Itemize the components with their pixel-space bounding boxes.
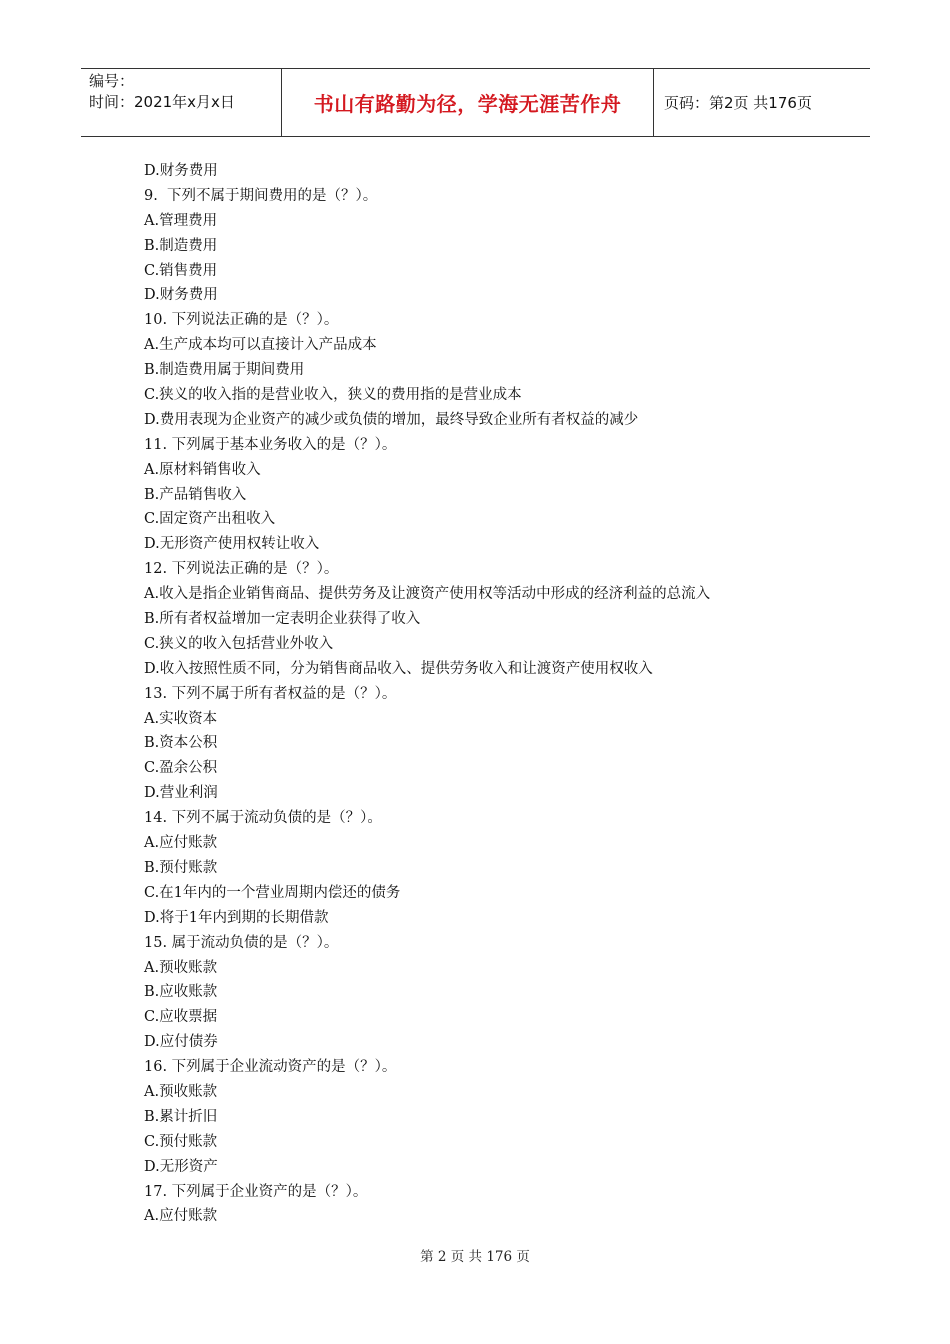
option-line: D.费用表现为企业资产的减少或负债的增加，最终导致企业所有者权益的减少 bbox=[144, 411, 639, 428]
option-line: B.预付账款 bbox=[144, 859, 218, 876]
question-line: 16. 下列属于企业流动资产的是（？）。 bbox=[144, 1059, 397, 1076]
option-line: B.所有者权益增加一定表明企业获得了收入 bbox=[144, 611, 421, 628]
option-line: C.狭义的收入指的是营业收入，狭义的费用指的是营业成本 bbox=[144, 387, 522, 404]
time-label: 时间：2021年x月x日 bbox=[89, 93, 235, 111]
option-line: C.应收票据 bbox=[144, 1009, 218, 1026]
option-line: D.无形资产 bbox=[144, 1158, 218, 1175]
option-line: C.盈余公积 bbox=[144, 760, 218, 777]
question-line: 14. 下列不属于流动负债的是（？）。 bbox=[144, 810, 382, 827]
motto-text: 书山有路勤为径，学海无涯苦作舟 bbox=[313, 92, 622, 116]
question-line: 12. 下列说法正确的是（？）。 bbox=[144, 561, 339, 578]
option-line: A.应付账款 bbox=[144, 835, 218, 852]
question-line: 11. 下列属于基本业务收入的是（？）。 bbox=[144, 436, 397, 453]
header-motto-cell bbox=[282, 69, 654, 136]
option-line: B.应收账款 bbox=[144, 984, 218, 1001]
option-line: A.生产成本均可以直接计入产品成本 bbox=[144, 337, 377, 354]
question-line: 15. 属于流动负债的是（？）。 bbox=[144, 934, 339, 951]
question-line: 10. 下列说法正确的是（？）。 bbox=[144, 312, 339, 329]
option-line: D.将于1年内到期的长期借款 bbox=[144, 909, 329, 926]
option-line: B.产品销售收入 bbox=[144, 486, 247, 503]
option-line: D.应付债券 bbox=[144, 1034, 218, 1051]
option-line: D.营业利润 bbox=[144, 785, 218, 802]
header-page-cell bbox=[654, 69, 870, 136]
option-line: A.收入是指企业销售商品、提供劳务及让渡资产使用权等活动中形成的经济利益的总流入 bbox=[144, 586, 711, 603]
option-line: A.预收账款 bbox=[144, 1083, 218, 1100]
option-line: A.管理费用 bbox=[144, 212, 218, 229]
option-line: B.累计折旧 bbox=[144, 1108, 218, 1125]
header-meta bbox=[81, 69, 282, 136]
option-line: A.实收资本 bbox=[144, 710, 218, 727]
option-line: D.收入按照性质不同，分为销售商品收入、提供劳务收入和让渡资产使用权收入 bbox=[144, 660, 653, 677]
option-line: D.财务费用 bbox=[144, 287, 218, 304]
document-body bbox=[144, 159, 864, 1229]
option-line: C.预付账款 bbox=[144, 1133, 218, 1150]
option-line: A.应付账款 bbox=[144, 1208, 218, 1225]
page-footer bbox=[0, 1245, 950, 1265]
option-line: B.制造费用 bbox=[144, 237, 218, 254]
option-line: D.财务费用 bbox=[144, 163, 218, 179]
question-line: 9. 下列不属于期间费用的是（？）。 bbox=[144, 187, 378, 204]
question-line: 17. 下列属于企业资产的是（？）。 bbox=[144, 1183, 368, 1200]
option-line: A.原材料销售收入 bbox=[144, 461, 261, 478]
option-line: B.资本公积 bbox=[144, 735, 218, 752]
option-line: A.预收账款 bbox=[144, 959, 218, 976]
option-line: C.在1年内的一个营业周期内偿还的债务 bbox=[144, 884, 401, 901]
option-line: C.狭义的收入包括营业外收入 bbox=[144, 635, 334, 652]
option-line: D.无形资产使用权转让收入 bbox=[144, 536, 320, 553]
option-line: C.固定资产出租收入 bbox=[144, 511, 276, 528]
page-header bbox=[81, 68, 870, 137]
question-line: 13. 下列不属于所有者权益的是（？）。 bbox=[144, 685, 397, 702]
option-line: C.销售费用 bbox=[144, 262, 218, 279]
code-label: 编号： bbox=[89, 72, 135, 90]
footer-page-number: 第 2 页 共 176 页 bbox=[420, 1249, 530, 1265]
option-line: B.制造费用属于期间费用 bbox=[144, 362, 305, 379]
page-info: 页码：第2页 共176页 bbox=[664, 94, 812, 112]
